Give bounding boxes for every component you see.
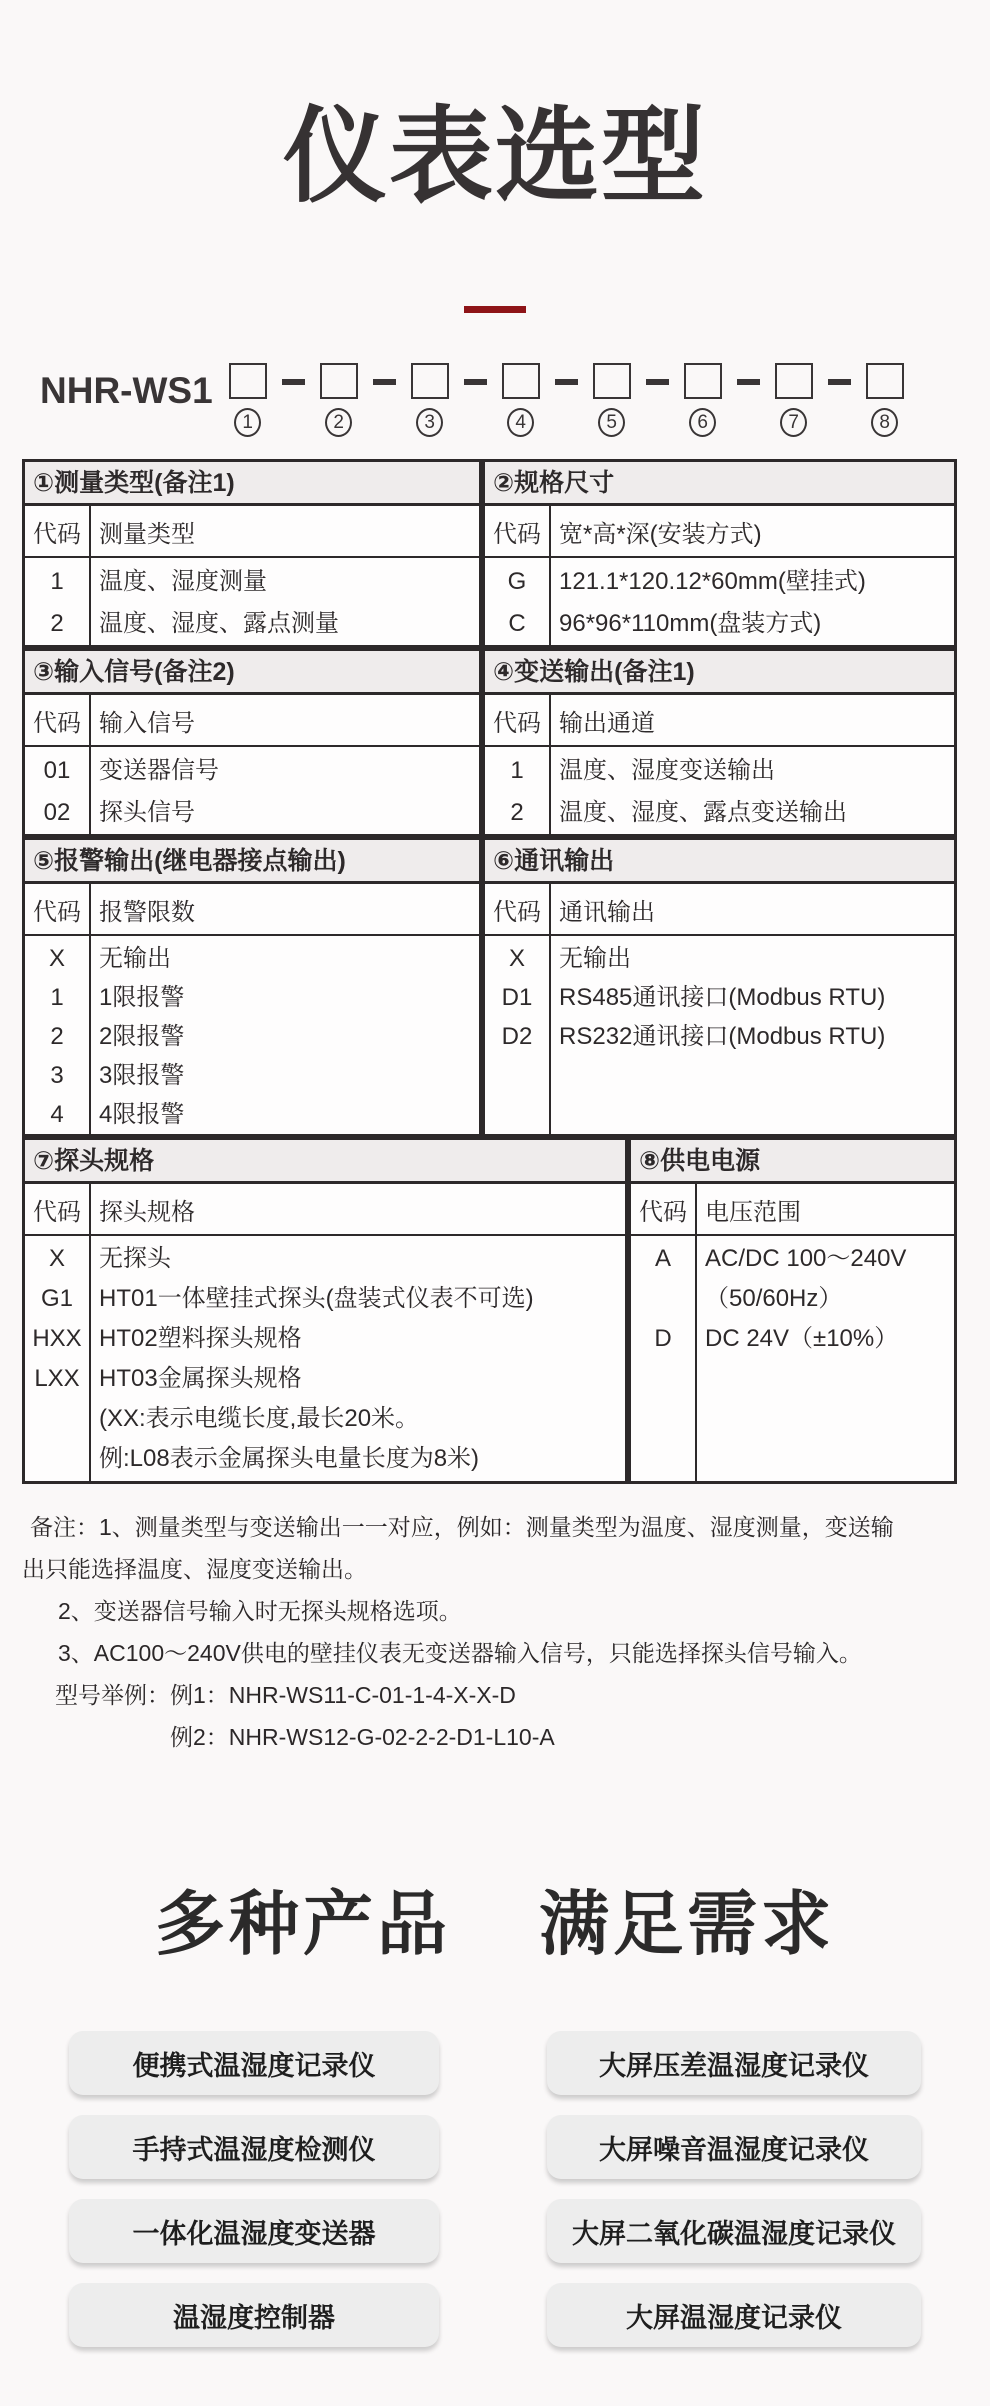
model-slot-box (502, 363, 540, 399)
desc-cell: HT03金属探头规格 (99, 1365, 302, 1392)
section-transmit-output (482, 648, 957, 837)
code-cell (25, 1439, 89, 1479)
code-cell: X (508, 945, 525, 972)
section-rows (25, 936, 479, 1134)
model-code-row (40, 363, 990, 437)
model-slot-box (684, 363, 722, 399)
code-cell: A (654, 1245, 671, 1272)
code-cell: 1 (510, 757, 524, 784)
dash-separator (646, 379, 669, 385)
model-slot-power-supply (866, 363, 904, 437)
code-cell: HXX (32, 1325, 82, 1352)
section-dimensions (482, 459, 957, 648)
note-line: 出只能选择温度、湿度变送输出。 (22, 1556, 367, 1582)
slot-number: 6 (689, 408, 716, 437)
product-button[interactable]: 便携式温湿度记录仪 (69, 2031, 439, 2095)
column-header-row (485, 695, 954, 747)
code-cell: 1 (50, 568, 64, 595)
desc-cell: HT01一体壁挂式探头(盘装式仪表不可选) (99, 1285, 534, 1312)
table-band (22, 1137, 957, 1484)
code-cell: G (507, 568, 527, 595)
code-cell: D1 (501, 984, 533, 1011)
desc-column (551, 558, 954, 645)
section-power-supply (628, 1137, 957, 1484)
code-cell: 02 (43, 799, 71, 826)
model-slot-comm-output (684, 363, 722, 437)
desc-cell: AC/DC 100～240V (705, 1245, 907, 1272)
desc-column (91, 558, 479, 645)
desc-column-header: 探头规格 (99, 1199, 195, 1226)
code-cell: 2 (50, 610, 64, 637)
desc-cell: （50/60Hz） (705, 1285, 843, 1312)
code-cell: G1 (40, 1285, 73, 1312)
section-title: ③输入信号(备注2) (25, 651, 479, 695)
note-line: 备注：1、测量类型与变送输出一一对应，例如：测量类型为温度、湿度测量，变送输 (30, 1514, 894, 1540)
slot-number: 1 (234, 408, 261, 437)
model-slot-transmit-output (502, 363, 540, 437)
red-divider (464, 306, 526, 313)
desc-column (697, 1236, 954, 1481)
desc-column-header: 电压范围 (705, 1199, 801, 1226)
dash-separator (828, 379, 851, 385)
code-cell: 01 (43, 757, 71, 784)
desc-cell: 变送器信号 (99, 757, 219, 784)
note-line: 型号举例：例1：NHR-WS11-C-01-1-4-X-X-D (55, 1682, 516, 1708)
product-button[interactable]: 一体化温湿度变送器 (69, 2199, 439, 2263)
section-rows (631, 1236, 954, 1481)
code-column-header: 代码 (25, 1184, 91, 1234)
desc-column (91, 1236, 625, 1481)
column-header-row (25, 884, 479, 936)
table-band (22, 459, 957, 648)
code-column (485, 936, 551, 1134)
desc-cell: 无输出 (99, 945, 171, 972)
code-cell: X (48, 1245, 65, 1272)
section-comm-output (482, 837, 957, 1137)
desc-cell: 探头信号 (99, 799, 195, 826)
product-button[interactable]: 温湿度控制器 (69, 2283, 439, 2347)
desc-cell: 无探头 (99, 1245, 171, 1272)
code-cell: 4 (50, 1101, 64, 1128)
code-column (631, 1236, 697, 1481)
slot-number: 4 (507, 408, 534, 437)
section-title: ④变送输出(备注1) (485, 651, 954, 695)
section-measurement-type (22, 459, 482, 648)
product-button[interactable]: 手持式温湿度检测仪 (69, 2115, 439, 2179)
desc-column-header: 通讯输出 (559, 899, 655, 926)
section-rows (485, 936, 954, 1134)
model-slot-box (866, 363, 904, 399)
note-line: 例2：NHR-WS12-G-02-2-2-D1-L10-A (170, 1724, 555, 1750)
desc-column-header: 输入信号 (99, 710, 195, 737)
model-slot-measurement-type (229, 363, 267, 437)
section-title: ②规格尺寸 (485, 462, 954, 506)
model-slot-probe-spec (775, 363, 813, 437)
desc-column (551, 747, 954, 834)
code-cell: C (508, 610, 526, 637)
column-header-row (485, 506, 954, 558)
desc-column-header: 输出通道 (559, 710, 655, 737)
code-column (485, 558, 551, 645)
desc-cell: HT02塑料探头规格 (99, 1325, 302, 1352)
section-title: ⑧供电电源 (631, 1140, 954, 1184)
code-cell: D (654, 1325, 672, 1352)
product-button[interactable]: 大屏温湿度记录仪 (547, 2283, 921, 2347)
desc-cell: 4限报警 (99, 1101, 185, 1128)
table-band (22, 837, 957, 1137)
desc-column (551, 936, 954, 1134)
desc-cell: 温度、湿度、露点测量 (99, 610, 339, 637)
slot-number: 7 (780, 408, 807, 437)
dash-separator (555, 379, 578, 385)
model-slot-dimensions (320, 363, 358, 437)
desc-cell: DC 24V（±10%） (705, 1325, 899, 1352)
section-title: ⑥通讯输出 (485, 840, 954, 884)
column-header-row (25, 506, 479, 558)
desc-cell: RS232通讯接口(Modbus RTU) (559, 1023, 886, 1050)
product-button[interactable]: 大屏二氧化碳温湿度记录仪 (547, 2199, 921, 2263)
products-heading-second: 满足需求 (539, 1885, 835, 1963)
desc-cell: 无输出 (559, 945, 631, 972)
desc-column-header: 宽*高*深(安装方式) (559, 521, 762, 548)
slot-number: 3 (416, 408, 443, 437)
desc-cell: 例:L08表示金属探头电量长度为8米) (99, 1445, 480, 1472)
code-cell (631, 1279, 695, 1319)
section-title: ⑦探头规格 (25, 1140, 625, 1184)
product-button[interactable]: 大屏噪音温湿度记录仪 (547, 2115, 921, 2179)
table-band (22, 648, 957, 837)
model-slot-box (229, 363, 267, 399)
code-column (25, 747, 91, 834)
code-column (25, 558, 91, 645)
products-grid (69, 2031, 921, 2347)
code-cell: D2 (501, 1023, 533, 1050)
section-probe-spec (22, 1137, 628, 1484)
code-column (25, 936, 91, 1134)
code-cell: 3 (50, 1062, 64, 1089)
product-button[interactable]: 大屏压差温湿度记录仪 (547, 2031, 921, 2095)
code-cell: LXX (34, 1365, 80, 1392)
section-rows (485, 558, 954, 645)
dash-separator (737, 379, 760, 385)
desc-cell: 温度、湿度变送输出 (559, 757, 775, 784)
code-column-header: 代码 (25, 884, 91, 934)
section-rows (25, 747, 479, 834)
code-cell (25, 1399, 89, 1439)
code-cell: 1 (50, 984, 64, 1011)
section-title: ⑤报警输出(继电器接点输出) (25, 840, 479, 884)
dash-separator (282, 379, 305, 385)
selection-table (22, 459, 957, 1484)
model-slot-input-signal (411, 363, 449, 437)
model-slots (229, 363, 904, 437)
slot-number: 2 (325, 408, 352, 437)
code-column-header: 代码 (25, 695, 91, 745)
desc-cell: 2限报警 (99, 1023, 185, 1050)
desc-cell: 3限报警 (99, 1062, 185, 1089)
model-slot-box (593, 363, 631, 399)
desc-cell: 96*96*110mm(盘装方式) (559, 610, 822, 637)
column-header-row (631, 1184, 954, 1236)
note-line: 2、变送器信号输入时无探头规格选项。 (58, 1598, 462, 1624)
code-column-header: 代码 (631, 1184, 697, 1234)
desc-column (91, 936, 479, 1134)
desc-cell: (XX:表示电缆长度,最长20米。 (99, 1405, 420, 1432)
page-title: 仪表选型 (282, 99, 707, 215)
products-heading (0, 1868, 990, 1969)
code-column-header: 代码 (485, 695, 551, 745)
code-cell: 2 (50, 1023, 64, 1050)
code-column (485, 747, 551, 834)
desc-cell: 1限报警 (99, 984, 185, 1011)
column-header-row (25, 1184, 625, 1236)
column-header-row (25, 695, 479, 747)
desc-cell: 温度、湿度、露点变送输出 (559, 799, 847, 826)
slot-number: 8 (871, 408, 898, 437)
note-line: 3、AC100～240V供电的壁挂仪表无变送器输入信号，只能选择探头信号输入。 (58, 1640, 862, 1666)
section-rows (485, 747, 954, 834)
code-column (25, 1236, 91, 1481)
section-rows (25, 558, 479, 645)
section-input-signal (22, 648, 482, 837)
slot-number: 5 (598, 408, 625, 437)
model-slot-box (411, 363, 449, 399)
model-slot-box (775, 363, 813, 399)
desc-cell: 121.1*120.12*60mm(壁挂式) (559, 568, 866, 595)
code-cell: X (48, 945, 65, 972)
code-column-header: 代码 (485, 884, 551, 934)
column-header-row (485, 884, 954, 936)
code-cell: 2 (510, 799, 524, 826)
desc-column-header: 测量类型 (99, 521, 195, 548)
section-alarm-output (22, 837, 482, 1137)
desc-cell: RS485通讯接口(Modbus RTU) (559, 984, 886, 1011)
section-rows (25, 1236, 625, 1481)
notes-block (22, 1506, 990, 1758)
desc-column-header: 报警限数 (99, 899, 195, 926)
model-slot-alarm-output (593, 363, 631, 437)
model-slot-box (320, 363, 358, 399)
dash-separator (464, 379, 487, 385)
section-title: ①测量类型(备注1) (25, 462, 479, 506)
code-column-header: 代码 (25, 506, 91, 556)
desc-column (91, 747, 479, 834)
dash-separator (373, 379, 396, 385)
code-column-header: 代码 (485, 506, 551, 556)
products-heading-first: 多种产品 (155, 1885, 451, 1963)
desc-cell: 温度、湿度测量 (99, 568, 267, 595)
model-prefix: NHR-WS1 (40, 370, 213, 411)
